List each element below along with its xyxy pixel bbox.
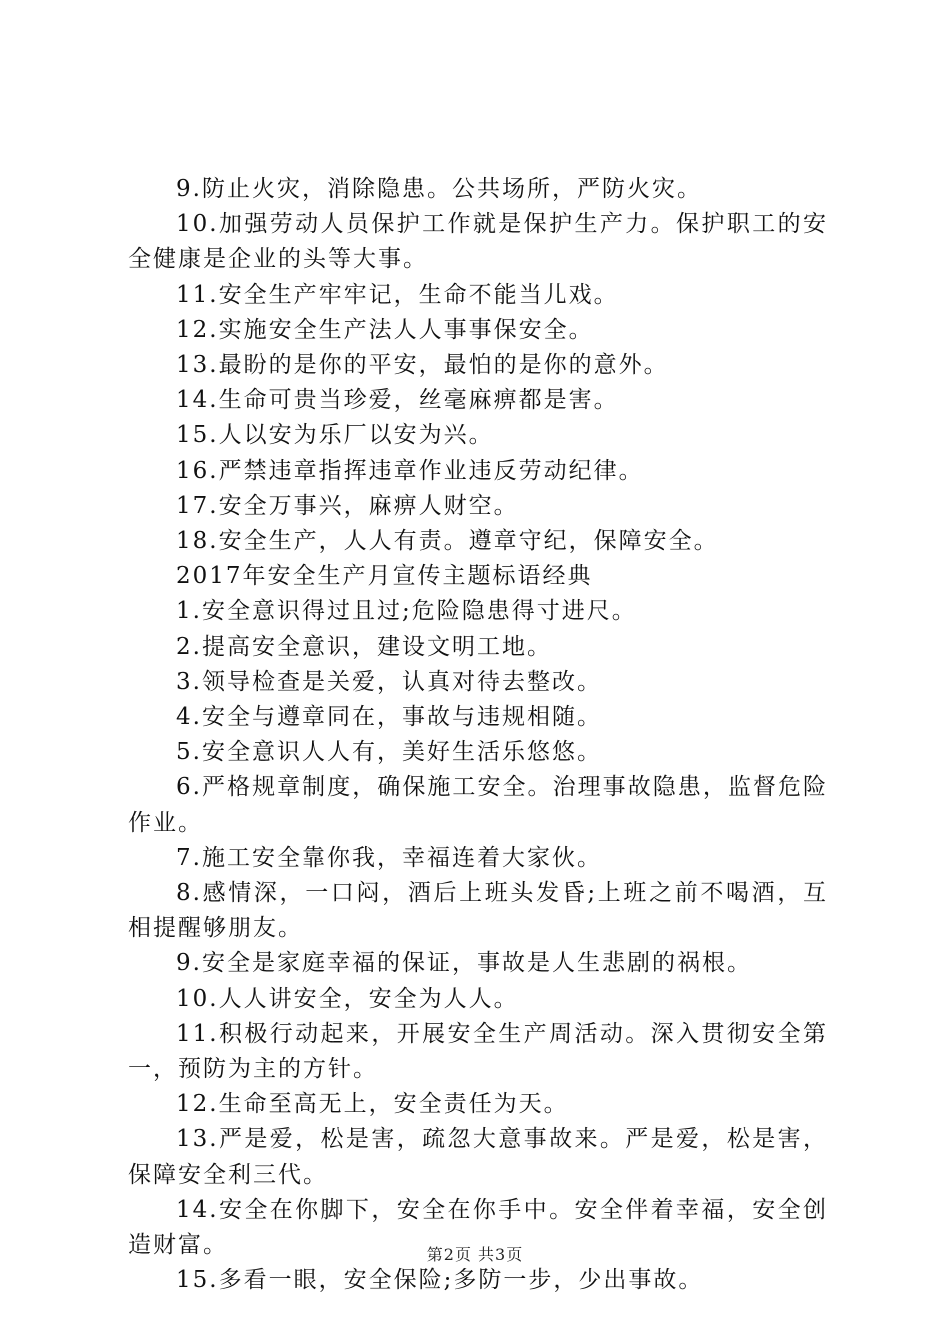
paragraph: 8.感情深，一口闷，酒后上班头发昏;上班之前不喝酒，互相提醒够朋友。 — [128, 880, 828, 942]
paragraph: 5.安全意识人人有，美好生活乐悠悠。 — [176, 739, 602, 766]
paragraph: 11.积极行动起来，开展安全生产周活动。深入贯彻安全第一，预防为主的方针。 — [128, 1020, 828, 1083]
paragraph: 12.实施安全生产法人人事事保安全。 — [176, 316, 594, 343]
paragraph: 14.生命可贵当珍爱，丝毫麻痹都是害。 — [176, 387, 619, 414]
paragraph: 10.人人讲安全，安全为人人。 — [176, 985, 519, 1012]
paragraph: 10.加强劳动人员保护工作就是保护生产力。保护职工的安全健康是企业的头等大事。 — [128, 211, 828, 273]
paragraph: 12.生命至高无上，安全责任为天。 — [176, 1091, 569, 1118]
paragraph: 13.最盼的是你的平安，最怕的是你的意外。 — [176, 352, 669, 379]
paragraph: 3.领导检查是关爱，认真对待去整改。 — [176, 668, 602, 695]
paragraph: 2.提高安全意识，建设文明工地。 — [176, 633, 552, 660]
section-heading: 2017年安全生产月宣传主题标语经典 — [176, 563, 593, 590]
paragraph: 18.安全生产，人人有责。遵章守纪，保障安全。 — [176, 528, 719, 555]
paragraph: 15.多看一眼，安全保险;多防一步，少出事故。 — [176, 1267, 704, 1294]
paragraph: 16.严禁违章指挥违章作业违反劳动纪律。 — [176, 457, 644, 484]
paragraph: 13.严是爱，松是害，疏忽大意事故来。严是爱，松是害，保障安全利三代。 — [128, 1126, 828, 1188]
paragraph: 7.施工安全靠你我，幸福连着大家伙。 — [176, 844, 602, 871]
paragraph: 1.安全意识得过且过;危险隐患得寸进尺。 — [176, 598, 637, 625]
document-body — [128, 172, 828, 1299]
paragraph: 4.安全与遵章同在，事故与违规相随。 — [176, 704, 602, 731]
paragraph: 9.防止火灾，消除隐患。公共场所，严防火灾。 — [176, 176, 702, 202]
paragraph: 11.安全生产牢牢记，生命不能当儿戏。 — [176, 281, 619, 308]
paragraph: 6.严格规章制度，确保施工安全。治理事故隐患，监督危险作业。 — [128, 774, 828, 836]
paragraph: 9.安全是家庭幸福的保证，事故是人生悲剧的祸根。 — [176, 950, 752, 977]
paragraph: 15.人以安为乐厂以安为兴。 — [176, 422, 494, 449]
paragraph: 14.安全在你脚下，安全在你手中。安全伴着幸福，安全创造财富。 — [128, 1196, 828, 1259]
paragraph: 17.安全万事兴，麻痹人财空。 — [176, 492, 519, 519]
page-number-footer: 第2页 共3页 — [426, 1245, 524, 1264]
